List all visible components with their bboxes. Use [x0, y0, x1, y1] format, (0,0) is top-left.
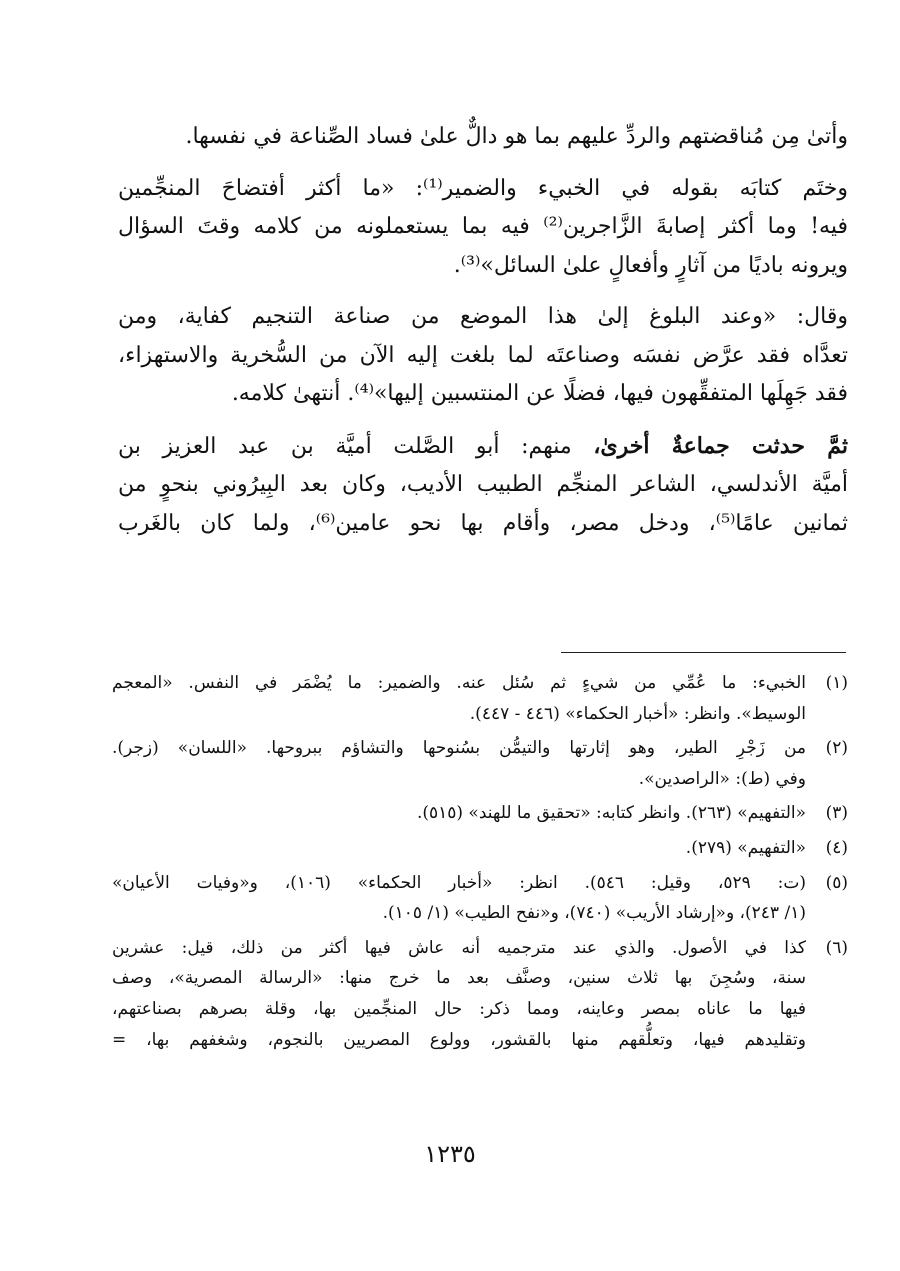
footnote-number: (٣) — [825, 803, 848, 824]
footnote-text — [112, 833, 806, 864]
footnote-line: (ت: ٥٢٩، وقيل: ٥٤٦). انظر: «أخبار الحكماء» (١٠٦)، و«وفيات الأعيان» — [112, 872, 806, 893]
footnote-text — [112, 668, 806, 729]
footnote-number: (٦) — [825, 937, 848, 958]
text-line: أميَّة الأندلسي، الشاعر المنجِّم الطبيب الأديب، وكان بعد البِيرُوني بنحوٍ من — [118, 472, 848, 497]
paragraph-3 — [118, 298, 848, 414]
footnote — [112, 933, 848, 1055]
footnote-number: (٥) — [825, 872, 848, 893]
text-line: تعدَّاه فقد عرَّض نفسَه وصناعتَه لما بلغت إليه الآن من السُّخرية والاستهزاء، — [118, 342, 848, 368]
text-line: وقال: «وعند البلوغ إلىٰ هذا الموضع من صناعة التنجيم كفاية، ومن — [118, 304, 849, 329]
footnote-line: (١/ ٢٤٣)، و«إرشاد الأريب» (٧٤٠)، و«نفح الطيب» (١/ ١٠٥). — [382, 903, 806, 924]
footnote-text — [112, 798, 806, 829]
footnote — [112, 868, 848, 929]
footnote-line: وتقليدهم فيها، وتعلُّقهم منها بالقشور، وولوع المصريين بالنجوم، وشغفهم بها، = — [112, 1029, 806, 1050]
footnote — [112, 668, 848, 729]
footnote-line: «التفهيم» (٢٧٩). — [685, 837, 806, 858]
text-line: فقد جَهِلَها المتفقِّهون فيها، فضلًا عن المنتسبين إليها»⁽⁴⁾. أنتهىٰ كلامه. — [231, 381, 848, 406]
footnote — [112, 833, 848, 864]
text-line: وختَم كتابَه بقوله في الخبيء والضمير⁽¹⁾: «ما أكثر أفتضاحَ المنجِّمين — [118, 175, 848, 201]
text-line: وأتىٰ مِن مُناقضتهم والردِّ عليهم بما هو دالٌّ علىٰ فساد الصِّناعة في نفسها. — [185, 124, 848, 149]
text-line: ويرونه باديًا من آثارٍ وأفعالٍ علىٰ السائل»⁽³⁾. — [453, 252, 848, 278]
footnote-text — [112, 933, 806, 1055]
footnote-line: الخبيء: ما عُمِّي من شيءٍ ثم سُئل عنه. والضمير: ما يُضْمَر في النفس. «المعجم — [112, 673, 806, 693]
footnotes — [112, 668, 848, 1059]
paragraph-1 — [118, 118, 848, 157]
footnote-line: «التفهيم» (٢٦٣). وانظر كتابه: «تحقيق ما للهند» (٥١٥). — [416, 803, 806, 824]
page-number: ١٢٣٥ — [424, 1140, 476, 1168]
footnote-line: من زَجْرِ الطير، وهو إثارتها والتيمُّن بسُنوحها والتشاؤم ببروحها. «اللسان» (زجر). — [112, 738, 806, 759]
footnote-divider — [561, 652, 846, 653]
footnote-line: وفي (ط): «الراصدين». — [638, 768, 806, 789]
footnote-number: (٢) — [825, 738, 848, 759]
text-line — [118, 427, 848, 467]
text-line: فيه! وما أكثر إصابةَ الزَّاجرين⁽²⁾ فيه بما يستعملونه من كلامه وقتَ السؤال — [118, 214, 848, 239]
footnote-text — [112, 868, 806, 929]
text-line: ثمانين عامًا⁽⁵⁾، ودخل مصر، وأقام بها نحو عامين⁽⁶⁾، ولما كان بالغَرب — [118, 510, 848, 536]
footnote — [112, 798, 848, 829]
footnote-text — [112, 733, 806, 794]
footnote-line: سنة، وسُجِنَ بها ثلاث سنين، وصنَّف بعد ما خرج منها: «الرسالة المصرية»، وصف — [112, 968, 806, 989]
bold-lead: ثمَّ حدثت جماعةٌ أخرىٰ، — [593, 432, 848, 459]
footnote-line: كذا في الأصول. والذي عند مترجميه أنه عاش فيها أكثر من ذلك، قيل: عشرين — [112, 937, 806, 958]
footnote-line: فيها ما عاناه بمصر وعاينه، ومما ذكر: حال المنجِّمين بها، وقلة بصرهم بصناعتهم، — [112, 998, 806, 1019]
footnote — [112, 733, 848, 794]
footnote-line: الوسيط». وانظر: «أخبار الحكماء» (٤٤٦ - ٤٤٧). — [469, 703, 806, 724]
footnote-number: (٤) — [825, 837, 848, 858]
main-text — [118, 118, 848, 556]
paragraph-4 — [118, 427, 848, 544]
paragraph-2 — [118, 170, 848, 286]
footnote-number: (١) — [825, 673, 848, 693]
text-line-rest: منهم: أبو الصَّلت أميَّة بن عبد العزيز بن — [118, 433, 594, 459]
